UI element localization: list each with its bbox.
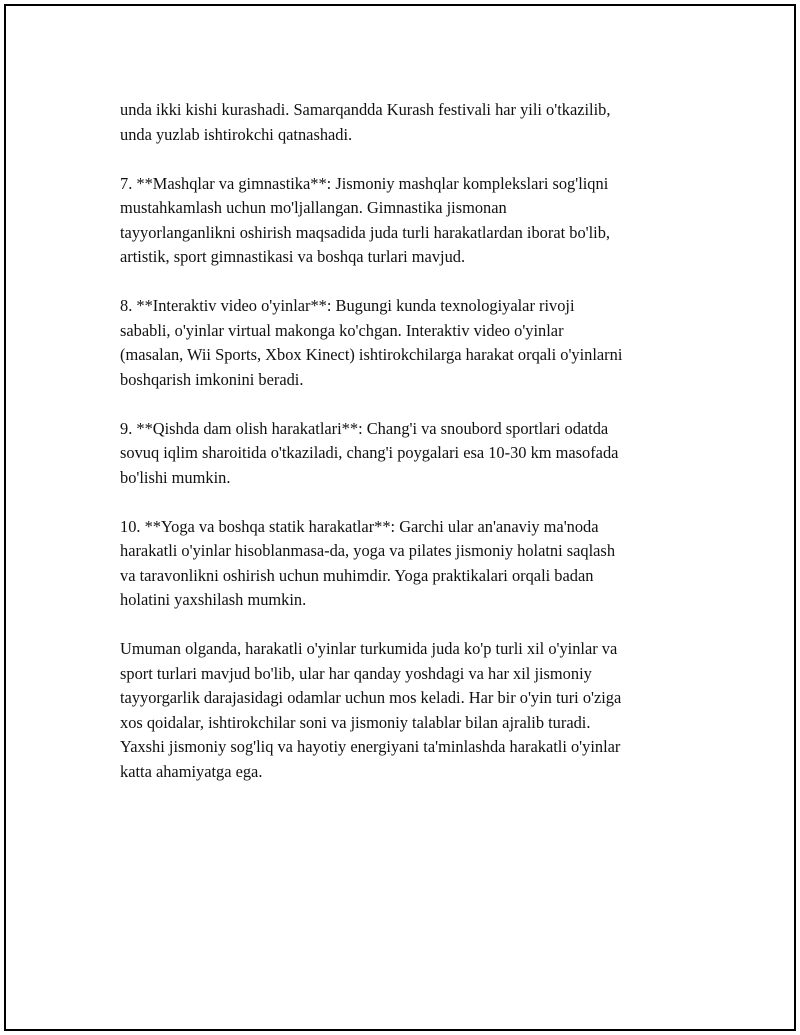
paragraph-item-8-video-games: 8. **Interaktiv video o'yinlar**: Bugungi kunda texnologiyalar rivoji sababli, o'yinlar virtual makonga ko'chgan. Interaktiv video o'yinlar (masalan, Wii Sports, Xbox Kinect) ishtirokchilarga harakat orqali o'yinlarni boshqarish imkonini beradi. xyxy=(120,296,623,389)
paragraph-kurash-continuation: unda ikki kishi kurashadi. Samarqandda Kurash festivali har yili o'tkazilib, unda yuzlab ishtirokchi qatnashadi. xyxy=(120,100,611,144)
paragraph-conclusion: Umuman olganda, harakatli o'yinlar turkumida juda ko'p turli xil o'yinlar va sport turlari mavjud bo'lib, ular har qanday yoshdagi va har xil jismoniy tayyorgarlik darajasidagi odamlar uchun mos keladi. Har bir o'yin turi o'ziga xos qoidalar, ishtirokchilar soni va jismoniy talablar bilan ajralib turadi. Yaxshi jismoniy sog'liq va hayotiy energiyani ta'minlashda harakatli o'yinlar katta ahamiyatga ega. xyxy=(120,639,622,781)
paragraph-item-10-yoga: 10. **Yoga va boshqa statik harakatlar**: Garchi ular an'anaviy ma'noda harakatli o'yinlar hisoblanmasa-da, yoga va pilates jismoniy holatni saqlash va taravonlikni oshirish uchun muhimdir. Yoga praktikalari orqali badan holatini yaxshilash mumkin. xyxy=(120,516,616,609)
document-page xyxy=(4,4,796,1031)
paragraph-item-9-winter-sports: 9. **Qishda dam olish harakatlari**: Chang'i va snoubord sportlari odatda sovuq iqlim sharoitida o'tkaziladi, chang'i poygalari esa 10-30 km masofada bo'lishi mumkin. xyxy=(120,418,619,487)
paragraph-item-7-gymnastics: 7. **Mashqlar va gimnastika**: Jismoniy mashqlar komplekslari sog'liqni mustahkamlash uchun mo'ljallangan. Gimnastika jismonan tayyorlanganlikni oshirish maqsadida juda turli harakatlardan iborat bo'lib, artistik, sport gimnastikasi va boshqa turlari mavjud. xyxy=(120,173,610,266)
document-body xyxy=(120,98,700,809)
